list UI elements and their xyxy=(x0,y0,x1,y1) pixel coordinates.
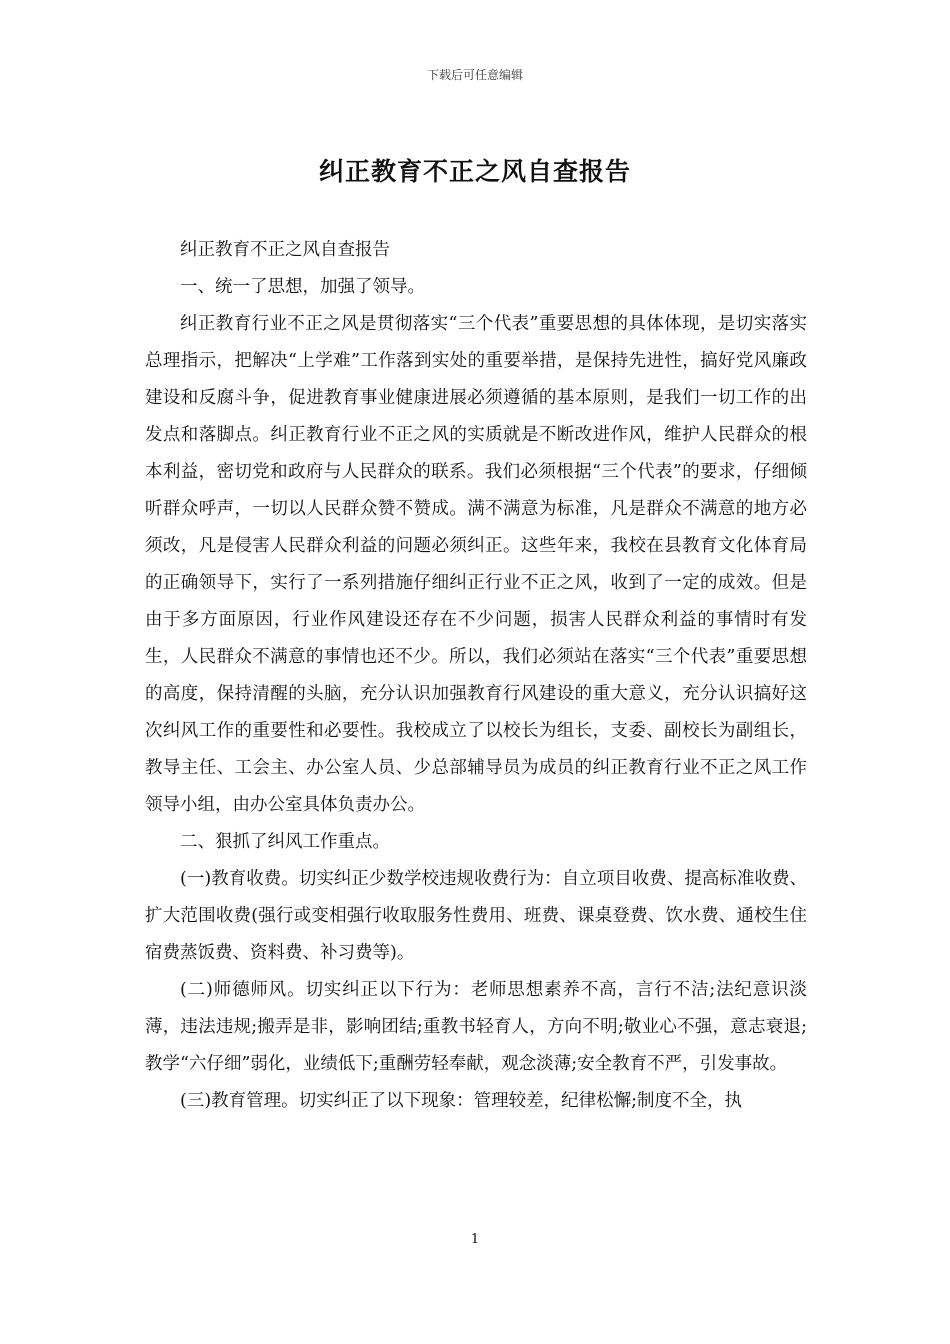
document-title: 纠正教育不正之风自查报告 xyxy=(318,157,631,186)
paragraph-fees: (一)教育收费。切实纠正少数学校违规收费行为：自立项目收费、提高标准收费、扩大范围收费(强行或变相强行收取服务性费用、班费、课桌登费、饮水费、通校生住宿费蒸饭费、资料费、补习费等)。 xyxy=(145,869,807,963)
paragraph-section-1-body: 纠正教育行业不正之风是贯彻落实“三个代表”重要思想的具体体现，是切实落实总理指示，把解决“上学难”工作落到实处的重要举措，是保持先进性，搞好党风廉政建设和反腐斗争，促进教育事业健康进展必须遵循的基本原则，是我们一切工作的出发点和落脚点。纠正教育行业不正之风的实质就是不断改进作风，维护人民群众的根本利益，密切党和政府与人民群众的联系。我们必须根据“三个代表”的要求，仔细倾听群众呼声，一切以人民群众赞不赞成。满不满意为标准，凡是群众不满意的地方必须改，凡是侵害人民群众利益的问题必须纠正。这些年来，我校在县教育文化体育局的正确领导下，实行了一系列措施仔细纠正行业不正之风，收到了一定的成效。但是由于多方面原因，行业作风建设还存在不少问题，损害人民群众利益的事情时有发生，人民群众不满意的事情也还不少。所以，我们必须站在落实“三个代表”重要思想的高度，保持清醒的头脑，充分认识加强教育行风建设的重大意义，充分认识搞好这次纠风工作的重要性和必要性。我校成立了以校长为组长，支委、副校长为副组长，教导主任、工会主、办公室人员、少总部辅导员为成员的纠正教育行业不正之风工作领导小组，由办公室具体负责办公。 xyxy=(145,314,807,815)
paragraph-section-1-heading: 一、统一了思想，加强了领导。 xyxy=(180,277,425,297)
document-body xyxy=(145,232,807,1120)
paragraph-management: (三)教育管理。切实纠正了以下现象：管理较差，纪律松懈;制度不全，执 xyxy=(180,1091,743,1111)
paragraph-subtitle: 纠正教育不正之风自查报告 xyxy=(180,240,390,260)
paragraph-teacher-ethics: (二)师德师风。切实纠正以下行为：老师思想素养不高，言行不洁;法纪意识淡薄，违法违规;搬弄是非，影响团结;重教书轻育人，方向不明;敬业心不强，意志衰退;教学“六仔细”弱化，业绩低下;重酬劳轻奉献，观念淡薄;安全教育不严，引发事故。 xyxy=(145,980,807,1074)
page-number: 1 xyxy=(470,1232,480,1247)
paragraph-section-2-heading: 二、狠抓了纠风工作重点。 xyxy=(180,832,390,852)
header-note: 下载后可任意编辑 xyxy=(426,68,523,82)
